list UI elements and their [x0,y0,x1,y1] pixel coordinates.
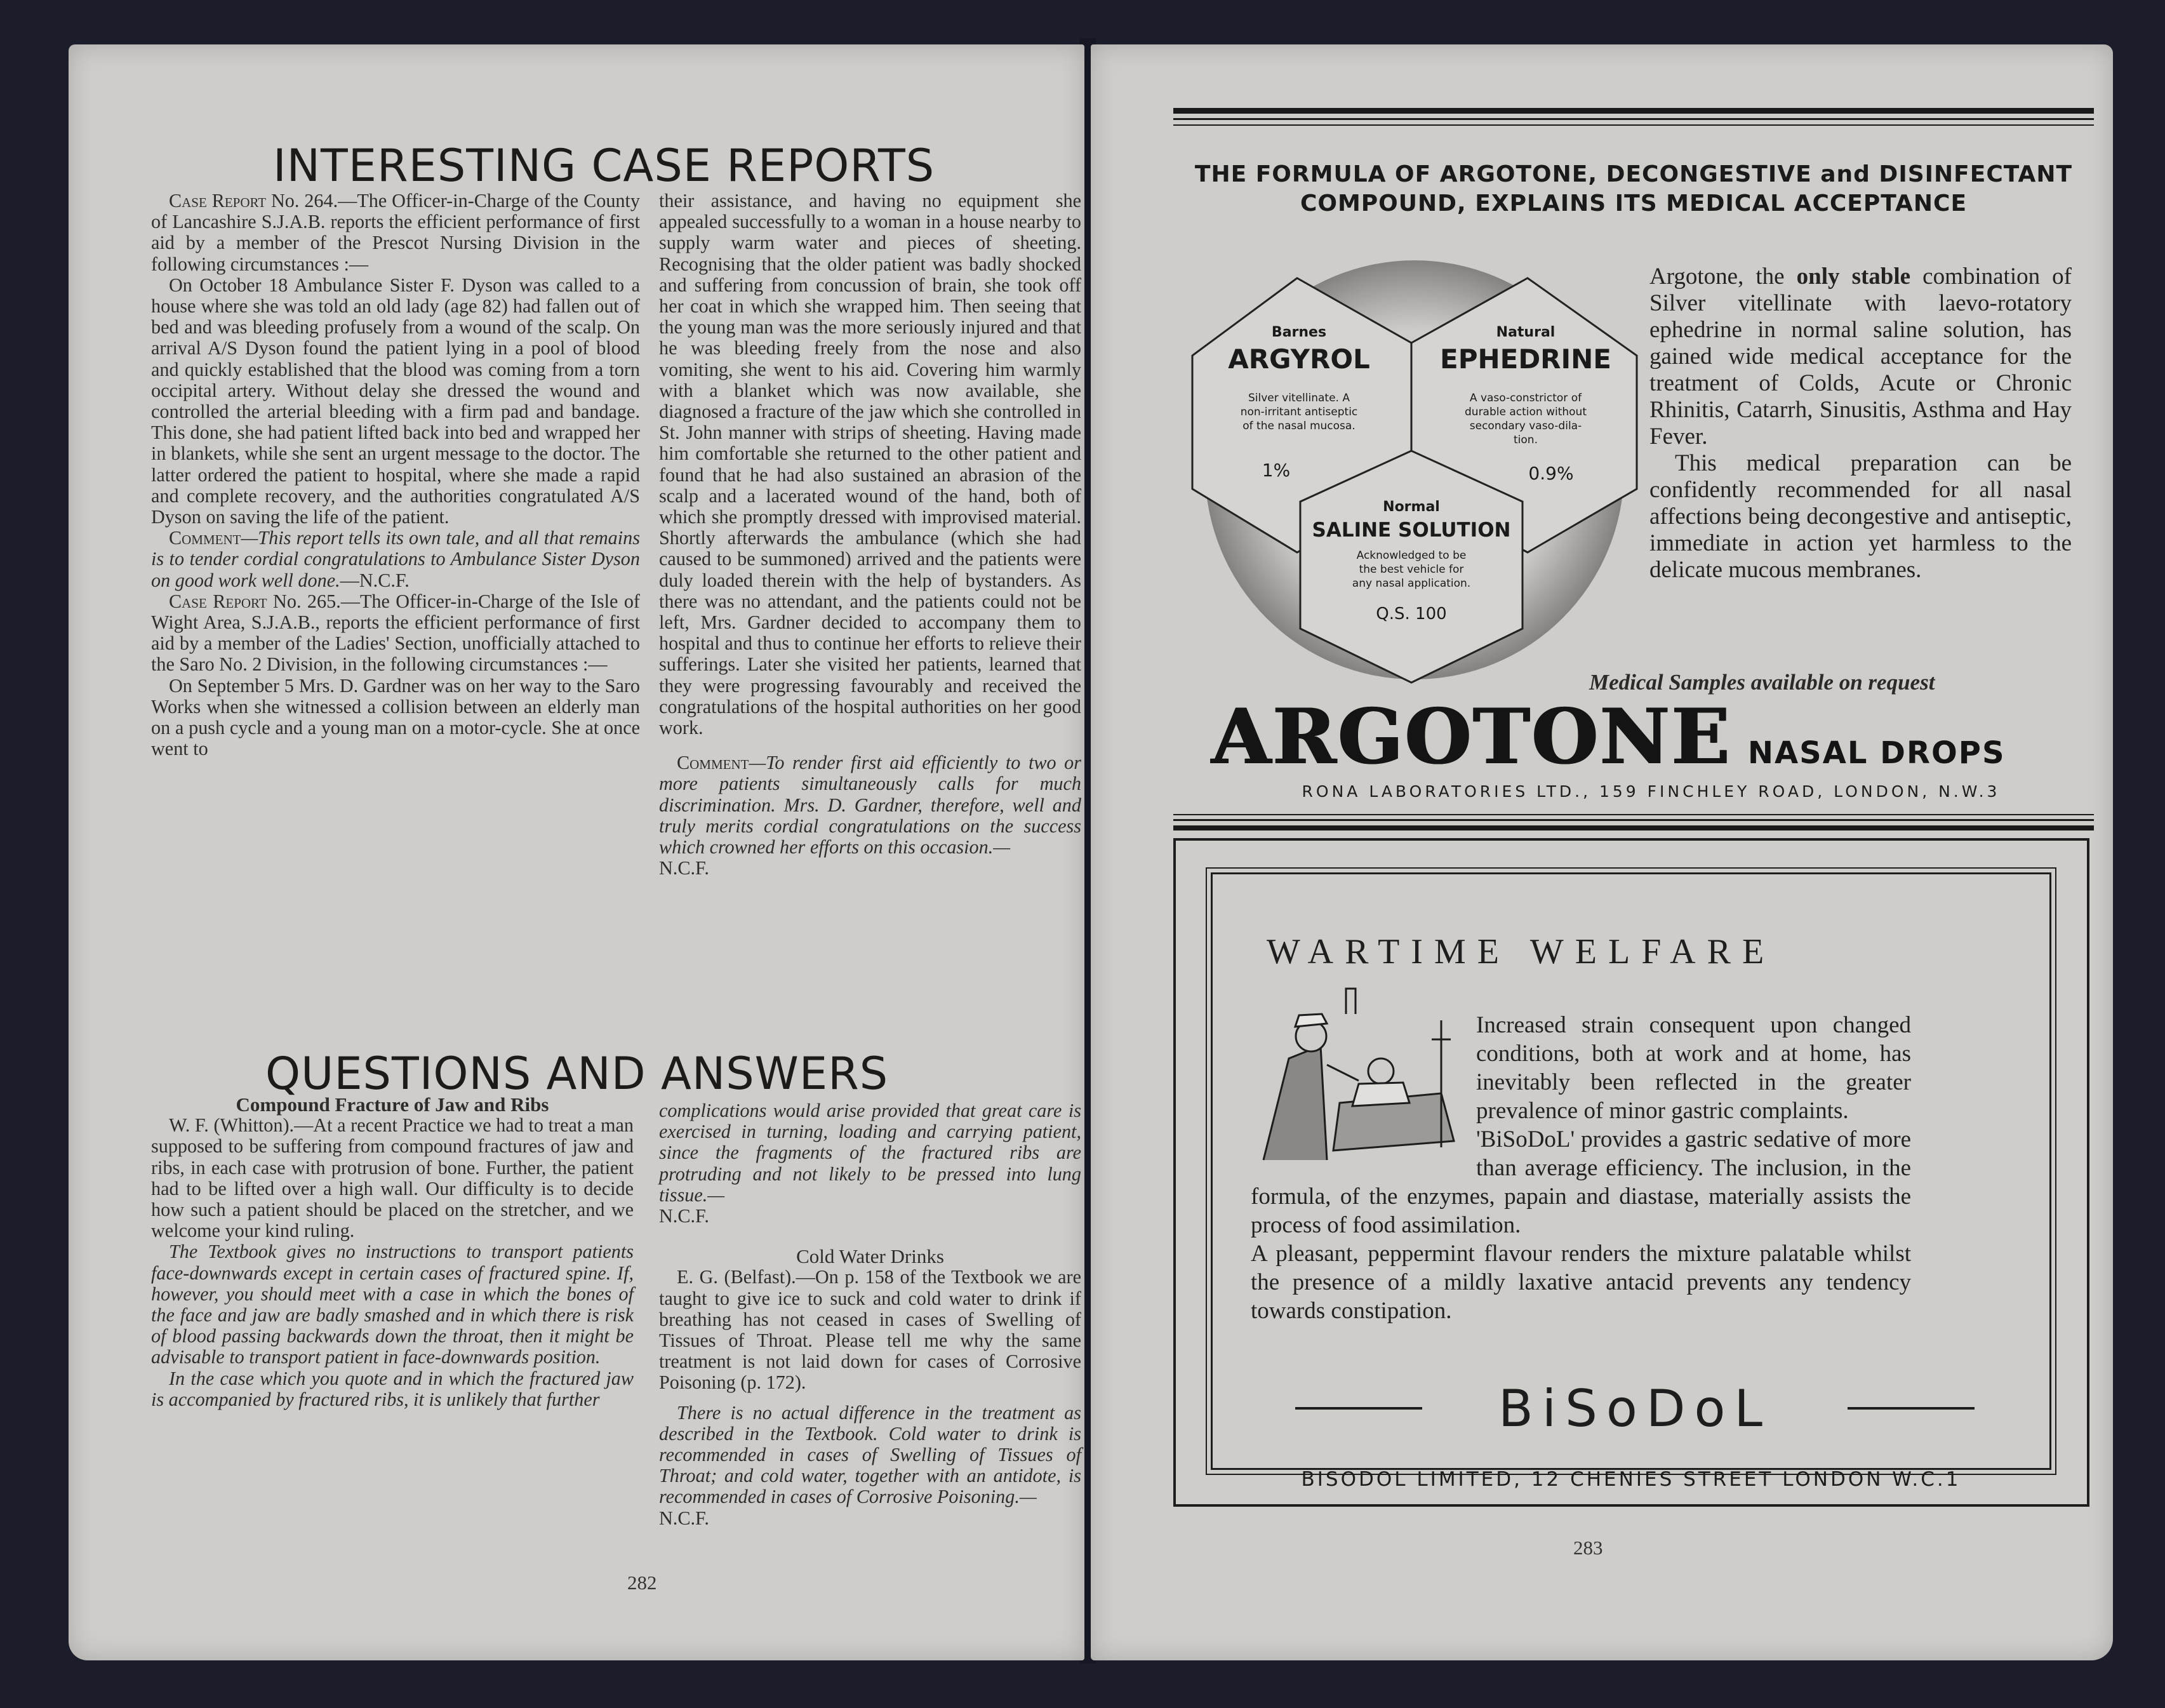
saline-desc-2: the best vehicle for [1359,563,1464,576]
question-belfast: E. G. (Belfast).—On p. 158 of the Textbook we are taught to give ice to suck and cold water to drink if breathing has not ceased in cases of Swelling of Tissues of Throat. Please tell me why the same treatment is not laid down for cases of Corrosive Poisoning (p. 172). [659,1266,1081,1394]
qa-subhead-fracture: Compound Fracture of Jaw and Ribs [236,1093,549,1116]
logo-rule-right [1848,1407,1975,1410]
logo-rule-left [1295,1407,1422,1410]
bisodol-address: BISODOL LIMITED, 12 CHENIES STREET LONDON W.C.1 [1301,1468,1961,1491]
ephedrine-percentage: 0.9% [1528,463,1574,484]
saline-desc-1: Acknowledged to be [1356,549,1467,562]
argyrol-maker: Barnes [1271,324,1327,340]
argyrol-desc-1: Silver vitellinate. A [1248,392,1350,404]
argotone-only-stable: only stable [1796,264,1911,290]
answer-whitton-signature: N.C.F. [659,1205,709,1227]
rona-laboratories-address: RONA LABORATORIES LTD., 159 FINCHLEY ROAD, LONDON, N.W.3 [1302,782,2001,801]
page-number-left: 282 [627,1571,657,1594]
argyrol-name: ARGYROL [1228,344,1370,375]
wartime-welfare-title: WARTIME WELFARE [1267,932,1776,971]
bottom-rule-thick [1173,825,2094,831]
left-page [69,44,1084,1660]
illustration-spacer [1251,1011,1476,1170]
comment-label: Comment [169,527,241,549]
argotone-brand [1211,692,2006,782]
ephedrine-name: EPHEDRINE [1440,344,1611,375]
bisodol-paragraph-1: Increased strain consequent upon changed conditions, both at work and at home, has inevitably been reflected in the greater prevalence of minor gastric complaints. [1476,1012,1911,1124]
argotone-combination-text: combination of Silver vitellinate with laevo-rotatory ephedrine in normal saline solution, has gained wide medical acceptance for the treatment of Colds, Acute or Chronic Rhinitis, Catarrh, Sinusitis, Asthma and Hay Fever. [1649,264,2072,450]
argotone-recommendation: This medical preparation can be confidently recommended for all nasal affections being decongestive and antiseptic, immediate in action yet harmless to the delicate mucous membranes. [1649,450,2072,583]
answer-belfast-signature: N.C.F. [659,1507,709,1529]
saline-maker: Normal [1383,499,1440,515]
case-reports-title: INTERESTING CASE REPORTS [273,140,935,192]
comment-264-signature: —N.C.F. [340,569,410,591]
case-report-265-continued: their assistance, and having no equipment she appealed successfully to a woman in a house nearby to supply warm water and pieces of sheeting. Recognising that the older patient was badly shocked and suffering from concussion of brain, she took off her coat in which she wrapped him. Then seeing that the young man was the more seriously injured and that he was bleeding freely from the nose and also vomiting, she went to his aid. Covering him warmly with a blanket which was now available, she diagnosed a fracture of the jaw which she controlled in St. John manner with strips of sheeting. Having made him comfortable she returned to the other patient and found that he had also sustained an abrasion of the scalp and a lacerated wound of the hand, both of which she promptly dressed with improvised material. Shortly afterwards the ambulance (which she had caused to be summoned) arrived and the patients were duly loaded therein with the help of bystanders. As there was no attendant, and the patients could not be left, Mrs. Gardner decided to accompany them to hospital and thus to continue her efforts to relieve their sufferings. Later she visited her patients, learned that they were progressing favourably and received the congratulations of the hospital authorities on her good work. [659,190,1081,739]
bisodol-logo-row [1270,1379,2000,1436]
questions-answers-title: QUESTIONS AND ANSWERS [265,1048,889,1100]
qa-subhead-cold-water: Cold Water Drinks [796,1245,944,1268]
bisodol-paragraph-2: 'BiSoDoL' provides a gastric sedative of more than average efficiency. The inclusion, in the formula, of the enzymes, papain and diastase, materially assists the process of food assimilation. [1251,1126,1911,1238]
case-report-264-narrative: On October 18 Ambulance Sister F. Dyson was called to a house where she was told an old lady (age 82) had fallen out of bed and was bleeding profusely from a wound of the scalp. On arrival A/S Dyson found the patient lying in a pool of blood and quickly established that the blood was coming from a torn occipital artery. Without delay she dressed the wound and controlled the arterial bleeding with a firm pad and bandage. This done, she had patient lifted back into bed and wrapped her in blankets, while she sent an urgent message to the doctor. The latter ordered the patient to hospital, where she made a rapid and complete recovery, and the authorities congratulated A/S Dyson on saving the life of the patient. [151,274,640,528]
ephedrine-desc-4: tion. [1514,434,1538,446]
case-report-265-text: No. 265.—The Officer-in-Charge of the Isle of Wight Area, S.J.A.B., reports the efficient performance of first aid by a member of the Ladies' Section, unofficially attached to the Saro No. 2 Division, in the following circumstances :— [151,590,640,676]
top-rule-thick [1173,108,2094,114]
comment-label: Comment [677,752,749,774]
question-whitton: W. F. (Whitton).—At a recent Practice we had to treat a man supposed to be suffering from compound fractures of jaw and ribs, in each case with protrusion of bone. Further, the patient had to be lifted over a high wall. Our difficulty is to decide how such a patient should be placed on the stretcher, and we welcome your kind ruling. [151,1114,634,1242]
bottom-rule-thin [1173,819,2094,821]
top-rule-thin [1173,118,2094,120]
case-report-label: Case Report [169,590,267,612]
ephedrine-desc-2: durable action without [1465,406,1587,418]
argotone-intro: Argotone, the [1649,264,1797,290]
bisodol-advertisement [1173,838,2089,1507]
bisodol-copy [1251,1011,1911,1325]
answer-belfast: There is no actual difference in the treatment as described in the Textbook. Cold water to drink is recommended in cases of Swelling of Tissues of Throat; and cold water, together with an antidote, is recommended in cases of Corrosive Poisoning.— [659,1401,1081,1508]
page-number-right: 283 [1573,1537,1603,1559]
bisodol-paragraph-3: A pleasant, peppermint flavour renders the mixture palatable whilst the presence of a mildly laxative antacid prevents any tendency towards constipation. [1251,1241,1911,1324]
saline-quantity: Q.S. 100 [1376,604,1447,624]
bisodol-logo: BiSoDoL [1498,1379,1771,1438]
bottom-rule-hair [1173,814,2094,815]
top-rule-hair [1173,124,2094,126]
saline-desc-3: any nasal application. [1352,577,1471,590]
answer-whitton-part2: In the case which you quote and in which the fractured jaw is accompanied by fractured ribs, it is unlikely that further [151,1367,634,1410]
case-report-264-text: No. 264.—The Officer-in-Charge of the County of Lancashire S.J.A.B. reports the efficient performance of first aid by a member of the Prescot Nursing Division in the following circumstances :— [151,190,640,275]
comment-264-text: —This report tells its own tale, and all that remains is to tender cordial congratulations to Ambulance Sister Dyson on good work well done. [151,527,640,591]
bisodol-inner-frame [1211,872,2051,1491]
answer-whitton-part3: complications would arise provided that great care is exercised in turning, loading and carrying patient, since the fragments of the fractured ribs are protruding and not likely to be pressed into lung tissue.— [659,1100,1081,1206]
samples-request-line: Medical Samples available on request [1589,670,1935,695]
case-report-265-narrative: On September 5 Mrs. D. Gardner was on her way to the Saro Works when she witnessed a collision between an elderly man on a push cycle and a young man on a motor-cycle. She at once went to [151,674,640,760]
case-reports-column-2 [659,190,1081,879]
ephedrine-desc-1: A vaso-constrictor of [1469,392,1582,404]
argotone-description [1649,264,2072,584]
right-page [1091,44,2113,1660]
qa-column-1 [151,1094,634,1410]
case-reports-column-1 [151,190,640,759]
nasal-drops-label: NASAL DROPS [1747,735,2006,771]
ephedrine-maker: Natural [1496,324,1555,340]
qa-column-2 [659,1100,1081,1529]
argyrol-percentage: 1% [1262,460,1291,481]
comment-265-text: —To render first aid efficiently to two or more patients simultaneously calls for much discrimination. Mrs. D. Gardner, therefore, well and truly merits cordial congratulations on the success which crowned her efforts on this occasion.— [659,752,1081,858]
argotone-heading: THE FORMULA OF ARGOTONE, DECONGESTIVE and DISINFECTANT COMPOUND, EXPLAINS ITS MEDICAL ACCEPTANCE [1194,161,2073,217]
argotone-logo: ARGOTONE [1211,692,1731,782]
argyrol-desc-3: of the nasal mucosa. [1242,420,1356,432]
answer-whitton-part1: The Textbook gives no instructions to transport patients face-downwards except in certain cases of fractured spine. If, however, you should meet with a case in which the bones of the face and jaw are badly smashed and in which there is risk of blood passing backwards down the throat, then it might be advisable to transport patient in face-downwards position. [151,1241,634,1368]
comment-265-signature: N.C.F. [659,857,709,879]
argyrol-desc-2: non-irritant antiseptic [1240,406,1358,418]
door-frame [1346,989,1356,1014]
ephedrine-desc-3: secondary vaso-dila- [1469,420,1582,432]
formula-hexagon-diagram [1186,260,1643,698]
case-report-label: Case Report [169,190,267,211]
saline-name: SALINE SOLUTION [1312,519,1511,542]
